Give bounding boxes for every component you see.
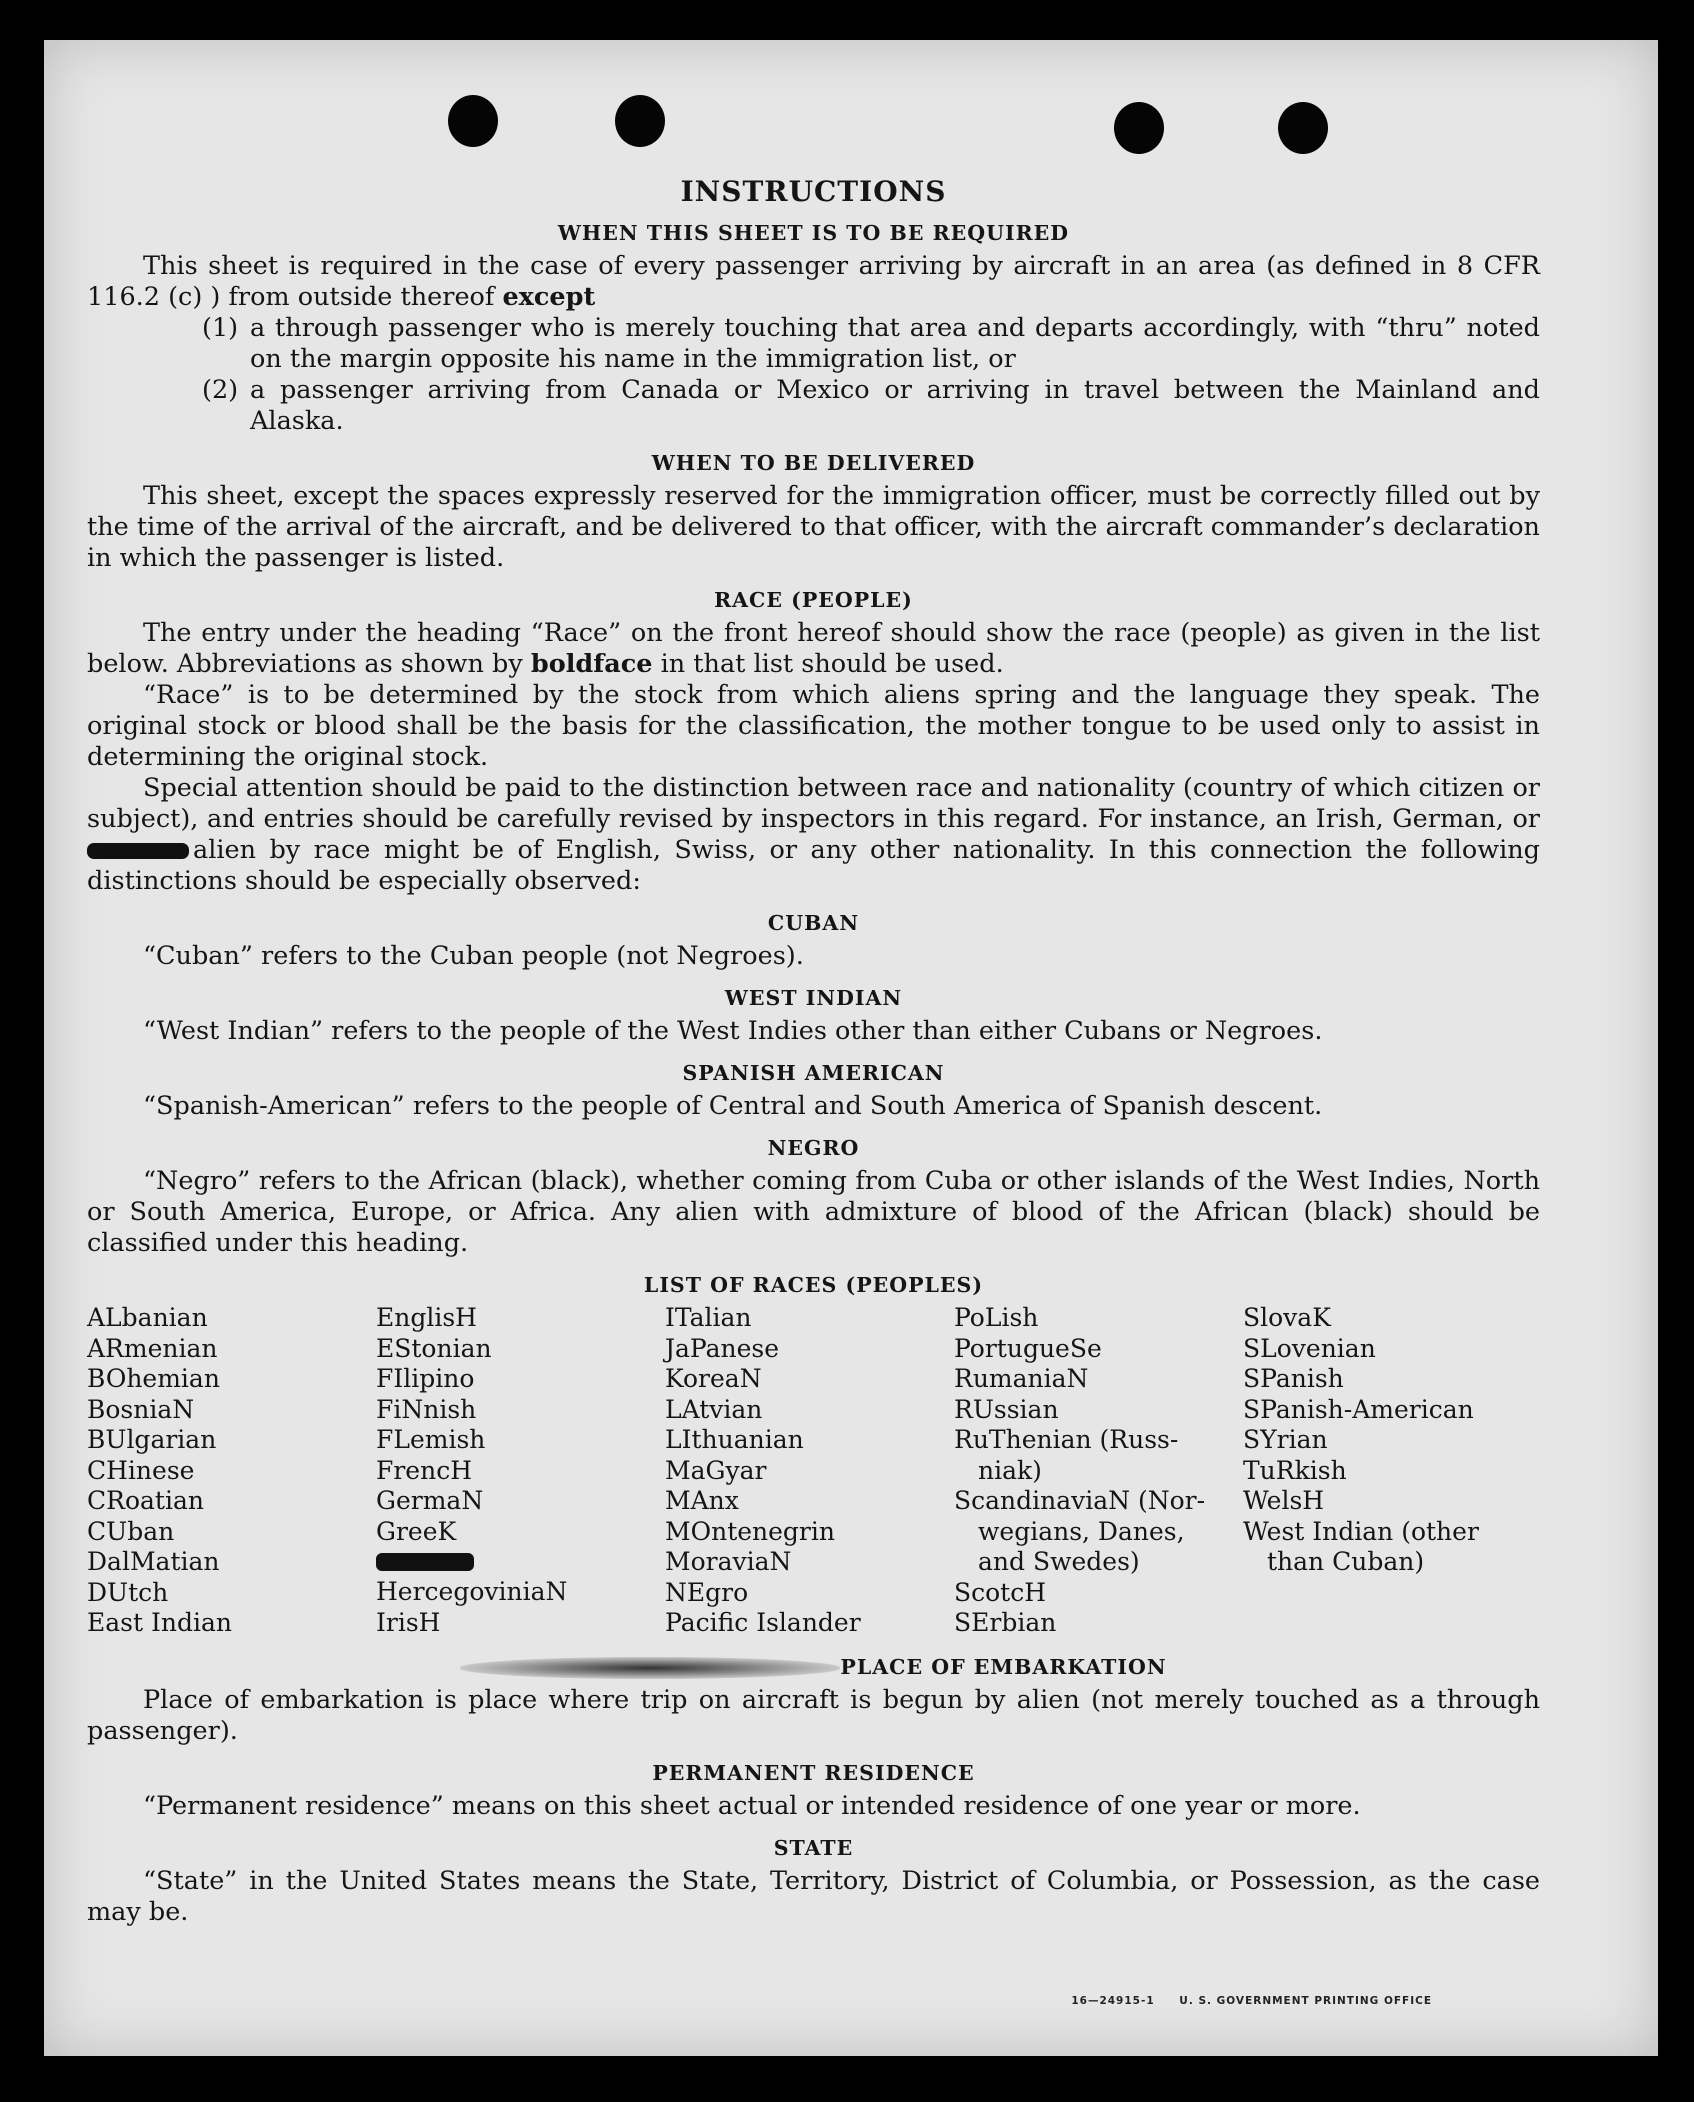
race-paragraph-3: Special attention should be paid to the distinction between race and nationality (country of which citizen or subject), and entries should be carefully revised by inspectors in this regard. For instance, an Irish, German, or alien by race might be of English, Swiss, or any other nationality. In this connection the following distinctions should be especially observed: (87, 773, 1540, 896)
race-entry: wegians, Danes, (978, 1516, 1185, 1546)
heading-when-delivered: WHEN TO BE DELIVERED (651, 451, 976, 475)
race-entry: RumaniaN (954, 1364, 1089, 1393)
footer-imprint (1051, 1995, 1432, 2007)
required-item: (2) a passenger arriving from Canada or Mexico or arriving in travel between the Mainland and Alaska. (202, 375, 1540, 436)
race-entry: DUtch (87, 1577, 169, 1607)
state-text: “State” in the United States means the State, Territory, District of Columbia, or Possession, as the case may be. (87, 1865, 1540, 1927)
race-entry: BUlgarian (87, 1425, 217, 1454)
punch-hole (615, 95, 665, 147)
race-entry: West Indian (other (1243, 1516, 1479, 1546)
race-entry: CHinese (87, 1455, 195, 1485)
required-item: (1) a through passenger who is merely touching that area and departs accordingly, with “thru” noted on the margin opposite his name in the immigration list, or (202, 313, 1540, 374)
race-column (665, 1303, 954, 1639)
negro-text: “Negro” refers to the African (black), whether coming from Cuba or other islands of the West Indies, North or South America, Europe, or Africa. Any alien with admixture of blood of the African (black) should be classified under this heading. (87, 1166, 1540, 1258)
race-entry: Pacific Islander (665, 1608, 861, 1637)
punch-hole (1278, 102, 1328, 154)
delivered-text: This sheet, except the spaces expressly reserved for the immigration officer, must be correctly filled out by the time of the arrival of the aircraft, and be delivered to that officer, with the aircraft commander’s declaration in which the passenger is listed. (87, 481, 1540, 573)
document-body (87, 175, 1540, 1928)
race-column (376, 1303, 665, 1639)
race-entry: EnglisH (376, 1303, 477, 1332)
redaction-mark (87, 843, 189, 859)
heading-list-of-races: LIST OF RACES (PEOPLES) (643, 1273, 984, 1297)
race-entry: FrencH (376, 1455, 472, 1485)
race-paragraph-2: “Race” is to be determined by the stock from which aliens spring and the language they speak. The original stock or blood shall be the basis for the classification, the mother tongue to be used only to assist in determining the original stock. (87, 680, 1540, 772)
race-entry: GermaN (376, 1486, 484, 1515)
race-entry: SYrian (1243, 1425, 1328, 1454)
race-entry: WelsH (1243, 1486, 1325, 1515)
race-column (1243, 1303, 1543, 1639)
west-indian-text: “West Indian” refers to the people of the West Indies other than either Cubans or Negroes. (143, 1016, 1323, 1046)
race-entry: GreeK (376, 1516, 457, 1546)
race-entry: PortugueSe (954, 1333, 1102, 1363)
heading-cuban: CUBAN (767, 911, 860, 935)
spanish-american-text: “Spanish-American” refers to the people of Central and South America of Spanish descent. (143, 1091, 1323, 1121)
race-entry: MaGyar (665, 1455, 767, 1485)
race-list (87, 1303, 1540, 1639)
heading-state: STATE (773, 1835, 854, 1860)
race-entry: IrisH (376, 1607, 441, 1637)
race-entry: FLemish (376, 1425, 486, 1454)
form-number: 16—24915-1 (1071, 1995, 1155, 2007)
race-entry: and Swedes) (978, 1547, 1140, 1576)
race-entry: BosniaN (87, 1394, 195, 1424)
race-entry: ScotcH (954, 1577, 1047, 1607)
race-entry: PoLish (954, 1303, 1039, 1332)
race-entry: SErbian (954, 1608, 1057, 1637)
race-entry: EStonian (376, 1333, 492, 1363)
heading-west-indian: WEST INDIAN (724, 986, 903, 1010)
embarkation-text: Place of embarkation is place where trip on aircraft is begun by alien (not merely touched as a through passenger). (87, 1684, 1540, 1746)
race-entry: SPanish-American (1243, 1394, 1474, 1424)
race-entry: CRoatian (87, 1486, 204, 1515)
race-entry: KoreaN (665, 1364, 762, 1393)
residence-text: “Permanent residence” means on this sheet actual or intended residence of one year or more. (143, 1790, 1361, 1821)
heading-spanish-american: SPANISH AMERICAN (682, 1061, 945, 1085)
race-entry: LAtvian (665, 1394, 763, 1424)
race-entry: MAnx (665, 1486, 739, 1515)
race-entry: SlovaK (1243, 1303, 1331, 1332)
page-title: INSTRUCTIONS (680, 175, 947, 208)
race-entry: JaPanese (665, 1333, 780, 1363)
race-entry: ScandinaviaN (Nor- (954, 1486, 1206, 1515)
heading-permanent-residence: PERMANENT RESIDENCE (652, 1760, 975, 1785)
race-column (954, 1303, 1243, 1639)
heading-negro: NEGRO (767, 1136, 860, 1160)
race-entry: FIlipino (376, 1364, 475, 1393)
smudge-mark (460, 1657, 840, 1679)
race-entry: TuRkish (1243, 1455, 1347, 1485)
race-entry: LIthuanian (665, 1425, 804, 1454)
race-entry: ALbanian (87, 1303, 208, 1332)
heading-when-required: WHEN THIS SHEET IS TO BE REQUIRED (557, 221, 1070, 245)
race-entry: niak) (978, 1455, 1042, 1485)
printer-name: U. S. GOVERNMENT PRINTING OFFICE (1179, 1995, 1432, 2007)
race-entry: than Cuban) (1267, 1547, 1425, 1576)
race-entry: RUssian (954, 1394, 1059, 1424)
cuban-text: “Cuban” refers to the Cuban people (not Negroes). (143, 941, 804, 971)
race-entry: MOntenegrin (665, 1516, 835, 1546)
race-entry: RuThenian (Russ- (954, 1425, 1179, 1454)
race-entry: ARmenian (87, 1333, 218, 1363)
race-paragraph-1: The entry under the heading “Race” on the front hereof should show the race (people) as given in the list below. Abbreviations as shown by boldface in that list should be used. (87, 618, 1540, 679)
race-entry: East Indian (87, 1608, 232, 1637)
race-entry: SPanish (1243, 1364, 1344, 1393)
race-column (87, 1303, 376, 1639)
race-entry: ITalian (665, 1303, 752, 1332)
punch-hole (448, 95, 498, 147)
race-entry: DalMatian (87, 1547, 220, 1576)
required-intro: This sheet is required in the case of every passenger arriving by aircraft in an area (as defined in 8 CFR 116.2 (c) ) from outside thereof except (87, 251, 1540, 312)
heading-race: RACE (PEOPLE) (714, 588, 913, 612)
race-entry: MoraviaN (665, 1547, 792, 1576)
race-entry: NEgro (665, 1577, 749, 1607)
race-entry-redacted (376, 1553, 665, 1571)
heading-embarkation: PLACE OF EMBARKATION (87, 1653, 1540, 1681)
race-entry: FiNnish (376, 1394, 477, 1424)
race-entry: CUban (87, 1516, 175, 1546)
race-entry: BOhemian (87, 1364, 220, 1393)
race-entry: HercegoviniaN (376, 1577, 568, 1606)
punch-hole (1114, 102, 1164, 154)
document-sheet (44, 40, 1658, 2056)
race-entry: SLovenian (1243, 1333, 1376, 1363)
